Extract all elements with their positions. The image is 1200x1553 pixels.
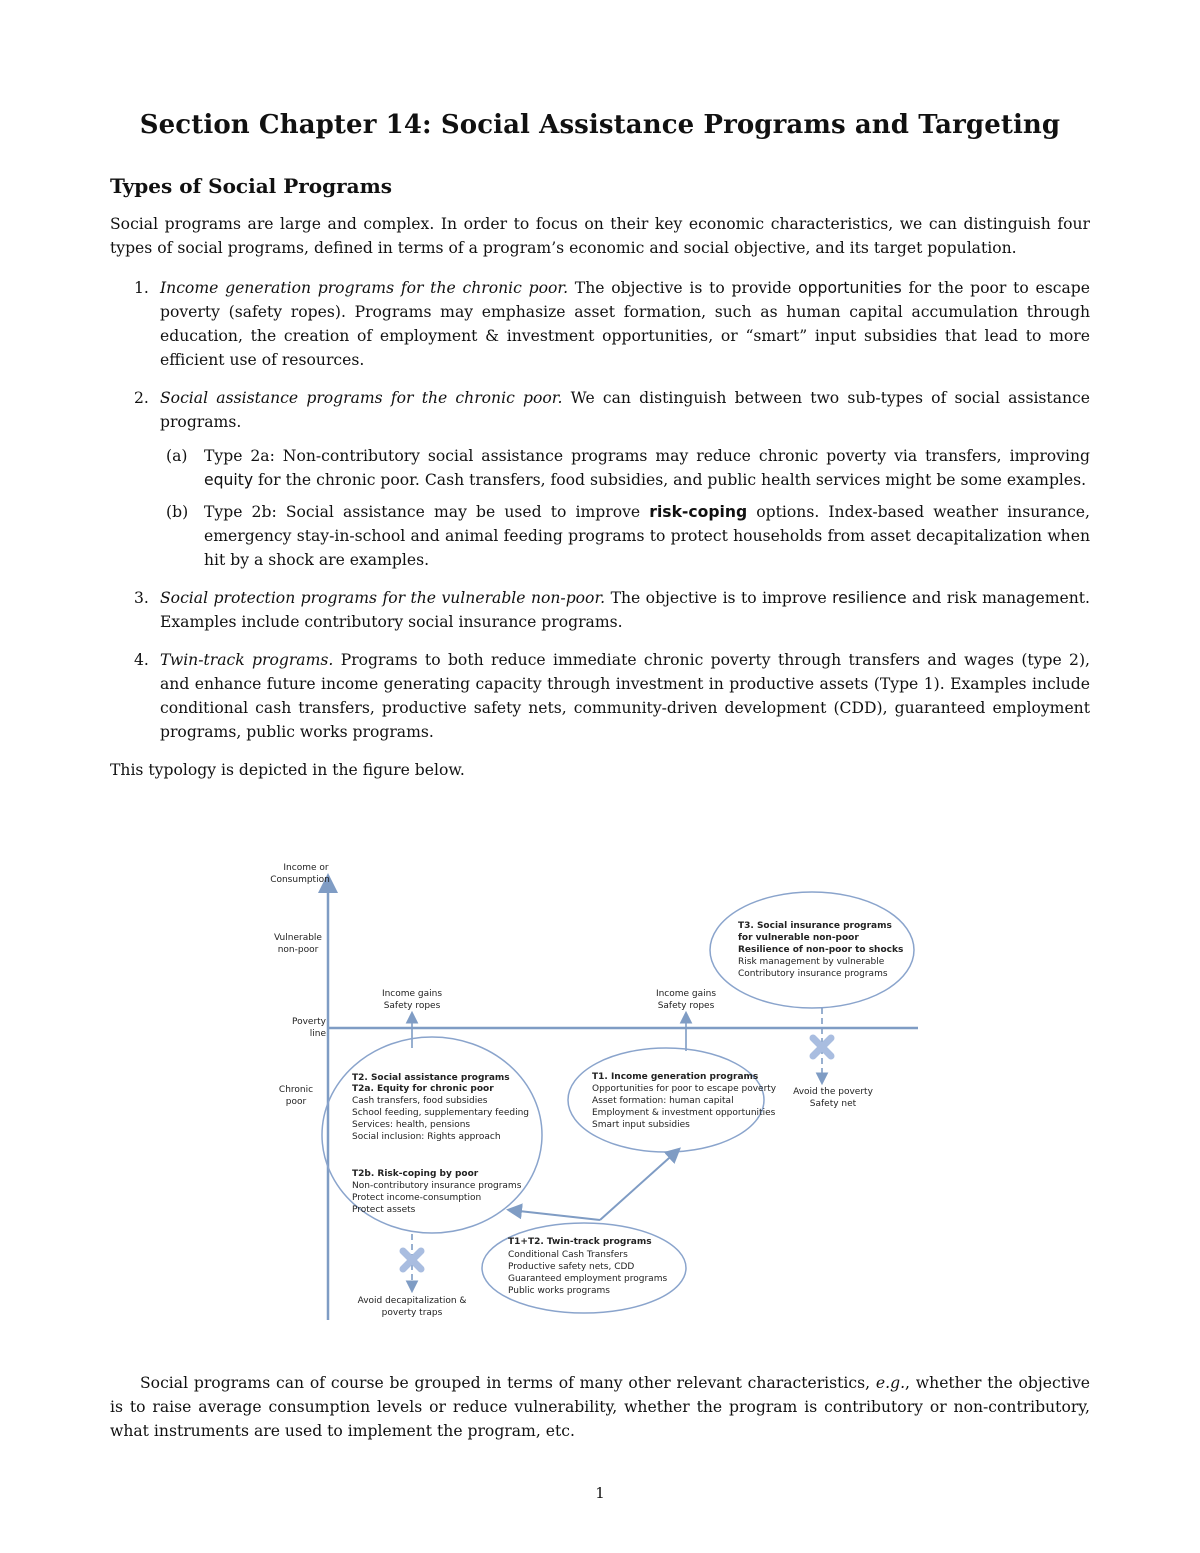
t1-text: T1. Income generation programs Opportunities for poor to escape poverty Asset formation: human capital Employment & investment opportunities Smart input subsidies bbox=[592, 1072, 777, 1130]
label-vulnerable: Vulnerable non-poor bbox=[274, 933, 322, 955]
keyword-equity: equity bbox=[204, 471, 254, 489]
list-item-3: 3. Social protection programs for the vulnerable non-poor. The objective is to improve resilience and risk management. Examples include contributory social insurance programs. bbox=[134, 589, 1090, 631]
page-title: Section Chapter 14: Social Assistance Programs and Targeting bbox=[139, 110, 1061, 140]
section-heading: Types of Social Programs bbox=[110, 174, 393, 198]
twin-to-t2-arrow bbox=[510, 1210, 600, 1220]
sub-list bbox=[160, 444, 1090, 572]
sub-item-b: (b) Type 2b: Social assistance may be used to improve risk-coping options. Index-based weather insurance, emergency stay-in-school and animal feeding programs to protect households from asset decapitalization when hit by a shock are examples. bbox=[166, 503, 1090, 569]
twin-to-t1-arrow bbox=[600, 1150, 678, 1220]
label-chronic-poor: Chronic poor bbox=[278, 1085, 314, 1107]
t3-text: T3. Social insurance programs for vulnerable non-poor Resilience of non-poor to shocks Risk management by vulnerable Contributory insurance programs bbox=[738, 921, 904, 979]
keyword-opportunities: opportunities bbox=[798, 279, 902, 297]
axis-label-top: Income or Consumption bbox=[270, 863, 330, 885]
program-type-list bbox=[110, 276, 1090, 744]
page-number: 1 bbox=[595, 1484, 605, 1502]
item-4-title: Twin-track programs. bbox=[160, 651, 334, 669]
item-2-title: Social assistance programs for the chronic poor. bbox=[160, 389, 563, 407]
label-poverty-line: Poverty line bbox=[291, 1017, 326, 1039]
intro-paragraph: Social programs are large and complex. In order to focus on their key economic characteristics, we can distinguish four types of social programs, defined in terms of a program’s economic and social objective, and its target population. bbox=[110, 215, 1090, 257]
avoid-poverty-label: Avoid the poverty Safety net bbox=[793, 1087, 873, 1109]
typology-line: This typology is depicted in the figure below. bbox=[110, 761, 465, 779]
t2b-text: T2b. Risk-coping by poor Non-contributory insurance programs Protect income-consumption Protect assets bbox=[352, 1169, 522, 1215]
keyword-resilience: resilience bbox=[832, 589, 907, 607]
closing-section bbox=[110, 1371, 1090, 1443]
page-content bbox=[110, 100, 1090, 782]
t2a-text: T2. Social assistance programs T2a. Equity for chronic poor Cash transfers, food subsidies School feeding, supplementary feeding Services: health, pensions Social inclusion: Rights approach bbox=[352, 1073, 530, 1142]
twin-track-text: T1+T2. Twin-track programs Conditional Cash Transfers Productive safety nets, CDD Guaranteed employment programs Public works programs bbox=[508, 1237, 668, 1296]
typology-diagram bbox=[270, 858, 930, 1328]
right-arrow-label: Income gains Safety ropes bbox=[655, 989, 717, 1011]
list-item-1: 1. Income generation programs for the chronic poor. The objective is to provide opportunities for the poor to escape poverty (safety ropes). Programs may emphasize asset formation, such as human capital accumulation through education, the creation of employment & investment opportunities, or “smart” input subsidies that lead to more efficient use of resources. bbox=[134, 279, 1090, 369]
typology-figure bbox=[270, 858, 930, 1328]
item-1-title: Income generation programs for the chronic poor. bbox=[160, 279, 569, 297]
closing-paragraph: Social programs can of course be grouped in terms of many other relevant characteristics, e.g., whether the objective is to raise average consumption levels or reduce vulnerability, whether the program is contributory or non-contributory, what instruments are used to implement the program, etc. bbox=[110, 1374, 1090, 1440]
list-item-2: 2. Social assistance programs for the chronic poor. We can distinguish between two sub-types of social assistance programs. (a) Type 2a: Non-contributory social assistance programs may reduce chronic poverty via transfers, improving equity for the chronic poor. Cash transfers, food subsidies, and public health services might be some examples. (b) Type 2b: Social assistance may be used to improve risk-coping options. Index-based weather insurance, emergency stay-in-school and animal feeding programs to protect households from asset decapitalization when hit by a shock are examples. bbox=[110, 386, 1090, 572]
left-arrow-label: Income gains Safety ropes bbox=[381, 989, 443, 1011]
sub-item-a: (a) Type 2a: Non-contributory social assistance programs may reduce chronic poverty via transfers, improving equity for the chronic poor. Cash transfers, food subsidies, and public health services might be some examples. bbox=[166, 447, 1090, 489]
item-3-title: Social protection programs for the vulnerable non-poor. bbox=[160, 589, 606, 607]
list-item-4: 4. Twin-track programs. Programs to both reduce immediate chronic poverty through transfers and wages (type 2), and enhance future income generating capacity through investment in productive assets (Type 1). Examples include conditional cash transfers, productive safety nets, community-driven development (CDD), guaranteed employment programs, public works programs. bbox=[134, 651, 1091, 741]
avoid-decapitalization-label: Avoid decapitalization & poverty traps bbox=[357, 1296, 467, 1318]
keyword-risk-coping: risk-coping bbox=[649, 503, 748, 521]
